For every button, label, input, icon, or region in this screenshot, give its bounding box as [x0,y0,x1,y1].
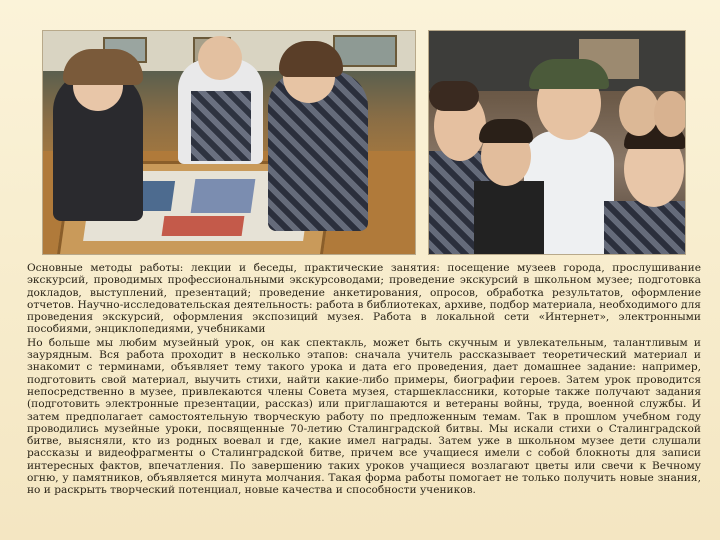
children-in-museum-photo [428,30,686,255]
methods-paragraph: Основные методы работы: лекции и беседы, практические занятия: посещение музеев города, прослушивание экскурсий, проводимых профессиональными экскурсоводами; проведение экскурсий в школьном музее; подготовка докладов, выступлений, презентаций; проведение анкетирования, опросов, обработка результатов, оформление отчетов. Научно-исследовательская деятельность: работа в библиотеках, архиве, подбор материала, необходимого для проведения экскурсий, оформления экспозиций музея. Работа в локальной сети «Интернет», электронными пособиями, энциклопедиями, учебниками [27,262,701,336]
body-text [27,262,701,498]
museum-lesson-paragraph: Но больше мы любим музейный урок, он как спектакль, может быть скучным и увлекательным, талантливым и заурядным. Вся работа проходит в несколько этапов: сначала учитель рассказывает теоретический материал и знакомит с терминами, объявляет тему такого урока и дата его проведения, дает домашнее задание: например, подготовить свой материал, выучить стихи, найти какие-либо примеры, биографии героев. Затем урок проводится непосредственно в музее, привлекаются члены Совета музея, старшеклассники, которые также получают задания (подготовить электронные презентации, рассказ) или приглашаются и ветераны войны, труда, военной службы. И затем предполагает самостоятельную творческую работу по предложенным темам. Так в прошлом учебном году проводились музейные уроки, посвященные 70-летию Сталинградской битвы. Мы искали стихи о Сталинградской битве, выясняли, кто из родных воевал и где, какие имел награды. Затем уже в школьном музее дети слушали рассказы и видеофрагменты о Сталинградской битве, причем все учащиеся имели с собой блокноты для записи интересных фактов, впечатления. По завершению таких уроков учащиеся возлагают цветы или свечи к Вечному огню, у памятников, объявляется минута молчания. Такая форма работы помогает не только получить новые знания, но и раскрыть творческий потенциал, новые качества и способности учеников. [27,336,701,497]
museum-display-case-photo [42,30,416,255]
